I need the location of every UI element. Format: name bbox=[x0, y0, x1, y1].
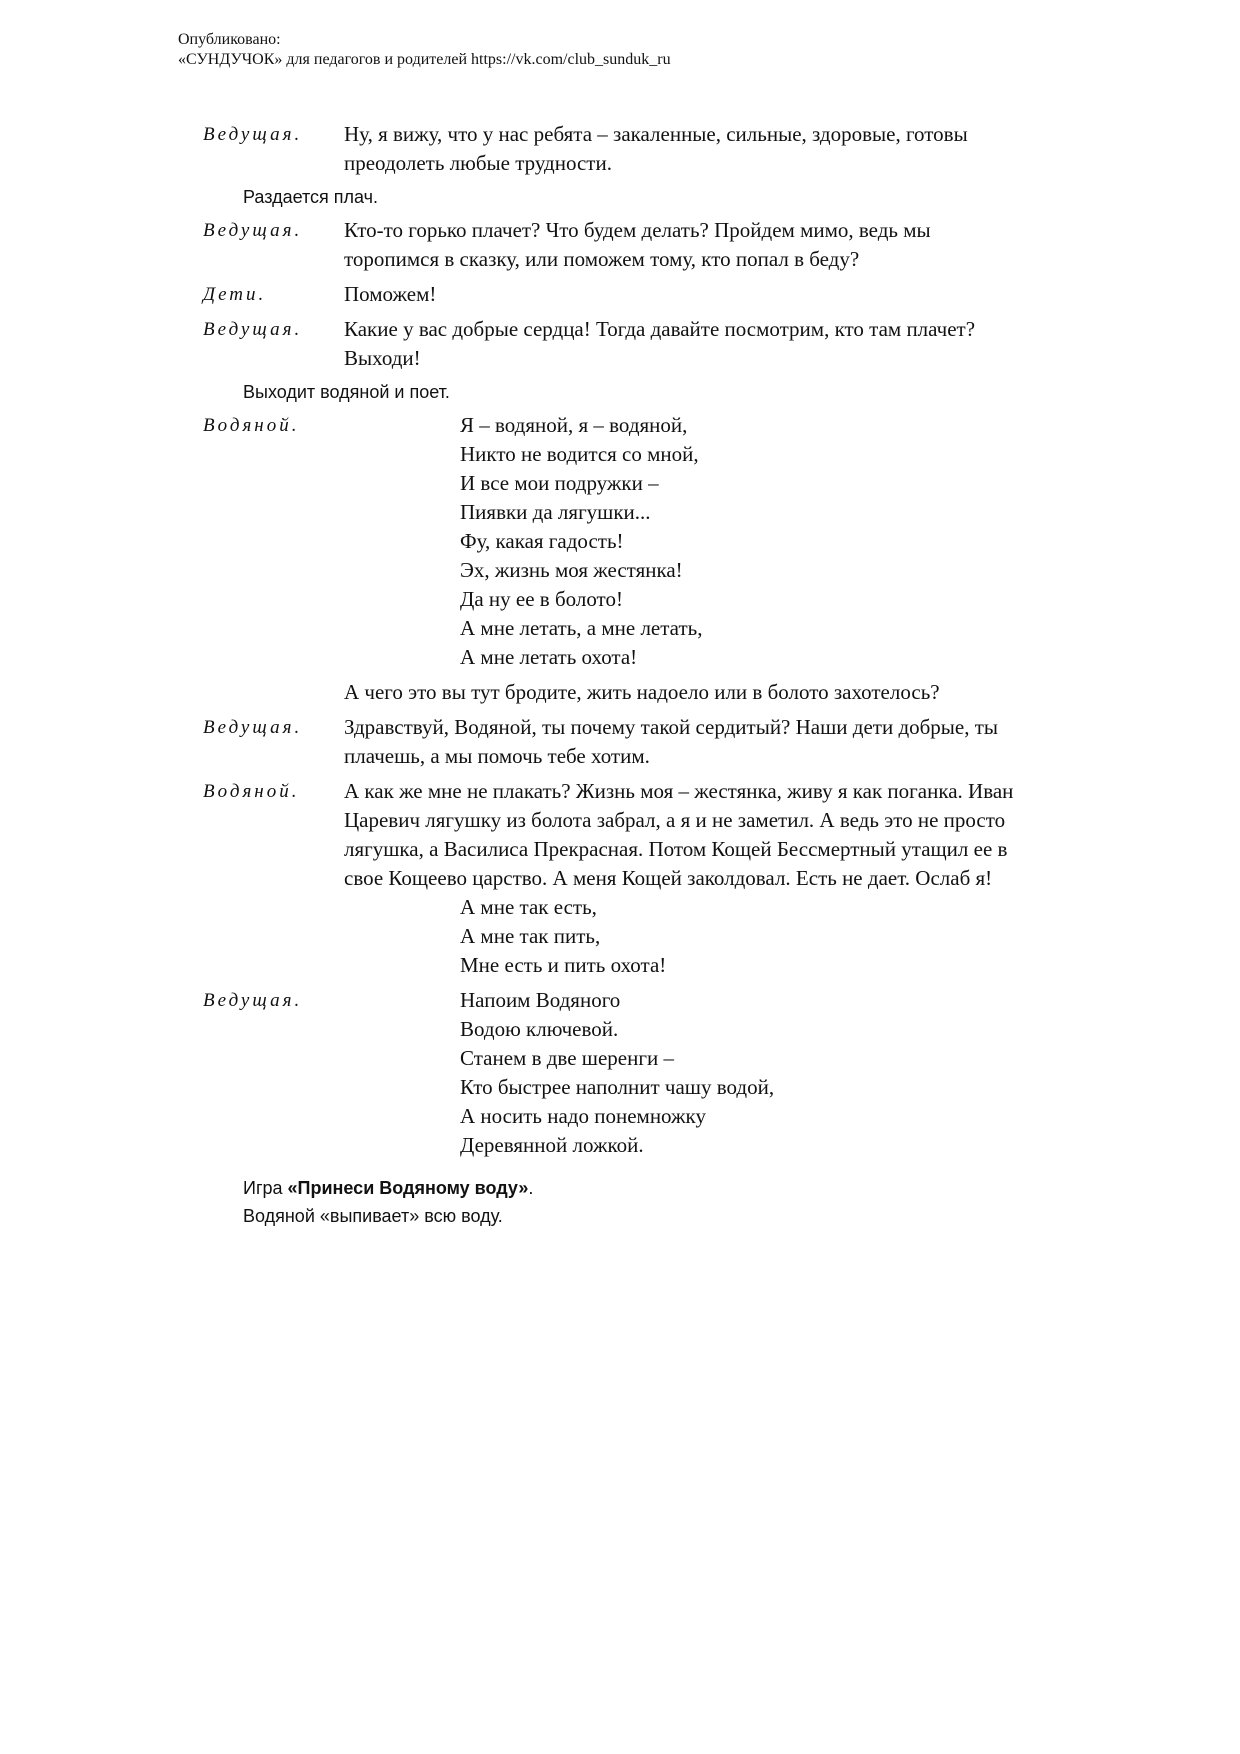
speaker-name: Ведущая. bbox=[203, 990, 303, 1011]
publication-header bbox=[178, 30, 671, 70]
dialogue-block bbox=[203, 216, 1023, 274]
verse-line: Водою ключевой. bbox=[460, 1017, 619, 1041]
verse-line: Я – водяной, я – водяной, bbox=[460, 413, 688, 437]
song-verse bbox=[344, 893, 1023, 980]
speech-text: Кто-то горько плачет? Что будем делать? Пройдем мимо, ведь мы торопимся в сказку, или поможем тому, кто попал в беду? bbox=[344, 218, 931, 271]
verse-line: Фу, какая гадость! bbox=[460, 529, 624, 553]
verse-line: Да ну ее в болото! bbox=[460, 587, 623, 611]
dialogue-block bbox=[203, 777, 1023, 980]
speaker-name: Ведущая. bbox=[203, 717, 303, 738]
verse-line: Никто не водится со мной, bbox=[460, 442, 699, 466]
song-block bbox=[203, 986, 1023, 1160]
song-verse bbox=[344, 986, 1023, 1160]
speech-text: Какие у вас добрые сердца! Тогда давайте посмотрим, кто там плачет? Выходи! bbox=[344, 317, 976, 370]
verse-line: А мне летать охота! bbox=[460, 645, 638, 669]
dialogue-block bbox=[203, 713, 1023, 771]
speaker-name: Водяной. bbox=[203, 781, 300, 802]
speech-text: Поможем! bbox=[344, 282, 437, 306]
verse-line: А мне так пить, bbox=[460, 924, 601, 948]
dialogue-block bbox=[203, 120, 1023, 178]
game-suffix: . bbox=[528, 1178, 534, 1198]
game-direction bbox=[243, 1174, 1023, 1230]
verse-line: Пиявки да лягушки... bbox=[460, 500, 651, 524]
verse-line: Станем в две шеренги – bbox=[460, 1046, 674, 1070]
stage-direction: Раздается плач. bbox=[243, 187, 379, 207]
speaker-name: Водяной. bbox=[203, 415, 300, 436]
stage-direction: Выходит водяной и поет. bbox=[243, 382, 450, 402]
stage-direction: Водяной «выпивает» всю воду. bbox=[243, 1206, 503, 1226]
verse-line: А мне летать, а мне летать, bbox=[460, 616, 703, 640]
published-label: Опубликовано: bbox=[178, 31, 281, 48]
speech-text: А чего это вы тут бродите, жить надоело или в болото захотелось? bbox=[344, 680, 940, 704]
song-block bbox=[203, 411, 1023, 707]
verse-line: Кто быстрее наполнит чашу водой, bbox=[460, 1075, 775, 1099]
speaker-name: Ведущая. bbox=[203, 319, 303, 340]
verse-line: А носить надо понемножку bbox=[460, 1104, 706, 1128]
verse-line: А мне так есть, bbox=[460, 895, 597, 919]
verse-line: Напоим Водяного bbox=[460, 988, 621, 1012]
speech-text: Здравствуй, Водяной, ты почему такой сердитый? Наши дети добрые, ты плачешь, а мы помочь тебе хотим. bbox=[344, 715, 999, 768]
speech-text: Ну, я вижу, что у нас ребята – закаленные, сильные, здоровые, готовы преодолеть любые трудности. bbox=[344, 122, 968, 175]
verse-line: Мне есть и пить охота! bbox=[460, 953, 667, 977]
speaker-name: Ведущая. bbox=[203, 124, 303, 145]
speech-text: А как же мне не плакать? Жизнь моя – жестянка, живу я как поганка. Иван Царевич лягушку из болота забрал, а я и не заметил. А ведь это не просто лягушка, а Василиса Прекрасная. Потом Кощей Бессмертный утащил ее в свое Кощеево царство. А меня Кощей заколдовал. Есть не дает. Ослаб я! bbox=[344, 779, 1014, 890]
game-line bbox=[243, 1174, 1023, 1202]
dialogue-block bbox=[203, 315, 1023, 373]
speaker-name: Дети. bbox=[203, 284, 267, 305]
script-content bbox=[203, 120, 1023, 1230]
verse-line: И все мои подружки – bbox=[460, 471, 659, 495]
song-verse bbox=[344, 411, 1023, 672]
dialogue-block bbox=[203, 280, 1023, 309]
game-prefix: Игра bbox=[243, 1178, 288, 1198]
source-line: «СУНДУЧОК» для педагогов и родителей https://vk.com/club_sunduk_ru bbox=[178, 51, 671, 68]
speaker-name: Ведущая. bbox=[203, 220, 303, 241]
verse-line: Эх, жизнь моя жестянка! bbox=[460, 558, 683, 582]
verse-line: Деревянной ложкой. bbox=[460, 1133, 644, 1157]
game-title: «Принеси Водяному воду» bbox=[287, 1178, 529, 1198]
